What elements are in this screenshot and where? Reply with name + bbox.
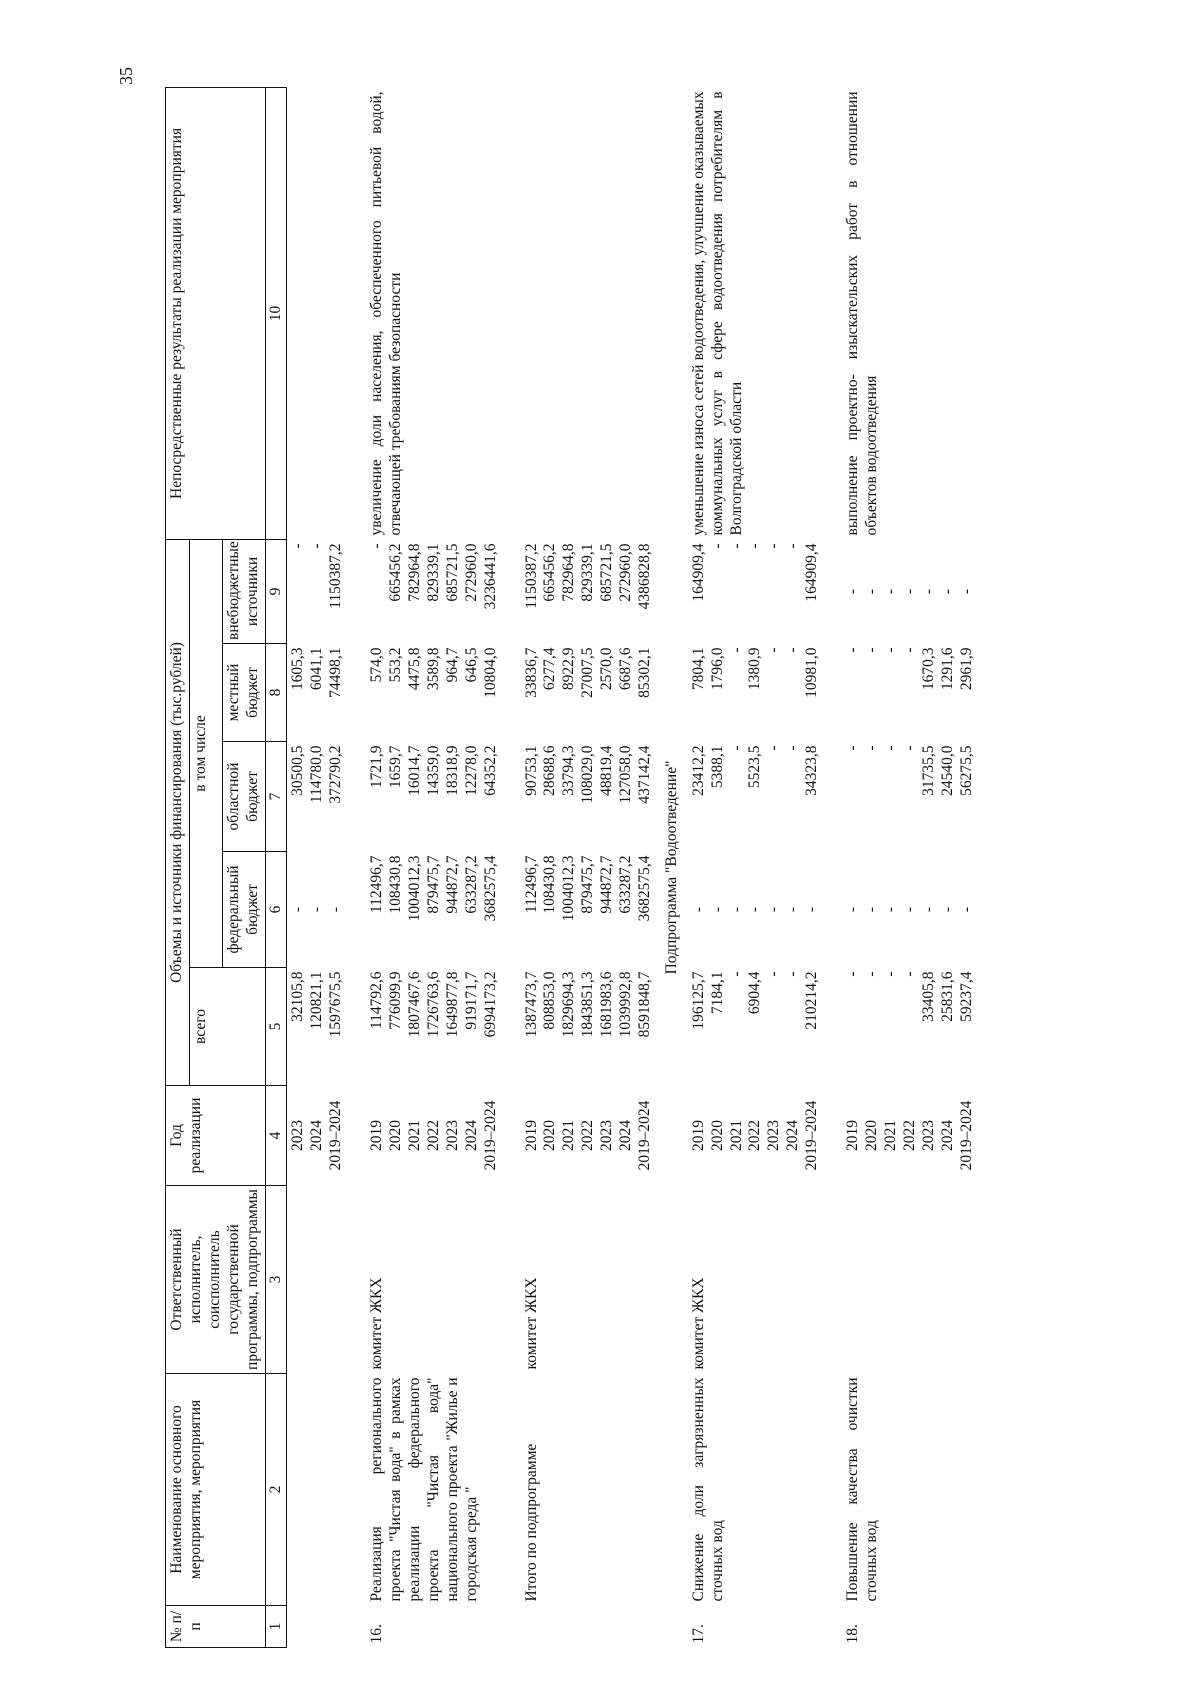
header-year: Год реализации <box>166 1086 266 1186</box>
colnum: 8 <box>265 644 287 742</box>
cell-responsible: комитет ЖКХ <box>368 1277 386 1370</box>
colnum: 1 <box>265 1606 287 1648</box>
cell-extrabudget: - - - - - - - <box>844 588 975 595</box>
header-including: в том числе <box>189 539 222 967</box>
colnum: 10 <box>265 87 287 539</box>
table-row-17 <box>688 87 824 1647</box>
colnum: 9 <box>265 539 287 643</box>
cell-regional: 90753,1 28688,6 33794,3 108029,0 48819,4 127058,0 437142,4 <box>522 745 653 804</box>
cell-total: 32105,8 120821,1 1597675,5 <box>289 971 345 1038</box>
cell-responsible: комитет ЖКХ <box>689 1277 707 1370</box>
cell-total: 1387473,7 808853,0 1829694,3 1843851,3 1681983,6 1039992,8 8591848,7 <box>522 971 653 1038</box>
cell-federal: - - - - - - - <box>844 906 975 913</box>
header-federal: федеральный бюджет <box>222 852 265 968</box>
cell-num: 17. <box>689 1624 707 1644</box>
cell-local: 7804,1 1796,0 - 1380,9 - - 10981,0 <box>689 647 821 698</box>
cell-years: 2019 2020 2021 2022 2023 2024 2019–2024 <box>844 1100 975 1171</box>
colnum: 6 <box>265 852 287 968</box>
cell-federal: 112496,7 108430,8 1004012,3 879475,7 944872,7 633287,2 3682575,4 <box>368 855 499 922</box>
cell-responsible: комитет ЖКХ <box>522 1277 540 1370</box>
cell-years: 2019 2020 2021 2022 2023 2024 2019–2024 <box>368 1100 499 1171</box>
header-financing: Объемы и источники финансирования (тыс.рублей) <box>166 539 190 1085</box>
cell-result: выполнение проектно- изыскательских работ в отношении объектов водоотведения <box>844 91 880 536</box>
header-total: всего <box>189 968 265 1086</box>
cell-years: 2019 2020 2021 2022 2023 2024 2019–2024 <box>522 1100 653 1171</box>
table-header <box>166 87 287 1647</box>
cell-local: 33836,7 6277,4 8922,9 27007,5 2570,0 6687,6 85302,1 <box>522 647 653 698</box>
cell-total: - - - - 33405,8 25831,6 59237,4 <box>844 971 975 1022</box>
cell-regional: 1721,9 1659,7 16014,7 14359,0 18318,9 12278,0 64352,2 <box>368 745 499 796</box>
colnum: 4 <box>265 1086 287 1186</box>
header-results: Непосредственные результаты реализации мероприятия <box>166 87 266 539</box>
table-row-continuation <box>287 87 348 1647</box>
cell-result: увеличение доли населения, обеспеченного питьевой водой, отвечающей требованиям безопасности <box>368 91 405 536</box>
rotated-table-sheet <box>165 88 1055 1648</box>
header-regional: областной бюджет <box>222 742 265 852</box>
header-local: местный бюджет <box>222 644 265 742</box>
cell-name: Итого по подпрограмме <box>522 1443 540 1602</box>
cell-total: 114792,6 776099,9 1807467,6 1726763,6 1649877,8 919171,7 6994173,2 <box>368 971 499 1038</box>
cell-years: 2023 2024 2019–2024 <box>289 1100 345 1171</box>
cell-num: 16. <box>368 1624 386 1644</box>
cell-regional: 30500,5 114780,0 372790,2 <box>289 745 345 804</box>
colnum: 5 <box>265 968 287 1086</box>
column-numbers-row <box>265 87 287 1647</box>
page-number: 35 <box>116 67 136 85</box>
header-num: № п/п <box>166 1606 266 1648</box>
cell-local: - - - - 1670,3 1291,6 2961,9 <box>844 647 975 691</box>
cell-name: Реализация регионального проекта "Чистая вода" в рамках реализации федерального проекта "Чистая вода" национального проекта "Жилье и городская среда " <box>368 1377 480 1602</box>
header-extrabudget: внебюджетные источники <box>222 539 265 643</box>
cell-extrabudget: - - 1150387,2 <box>289 543 345 609</box>
cell-num: 18. <box>844 1624 862 1644</box>
header-name: Наименование основного мероприятия, мероприятия <box>166 1374 266 1606</box>
cell-local: 1605,3 6041,1 74498,1 <box>289 647 345 698</box>
cell-result: уменьшение износа сетей водоотведения, улучшение оказываемых коммунальных услуг в сфере водоотведения потребителям в Волгоградской области <box>689 91 745 536</box>
cell-name: Снижение доли загрязненных сточных вод <box>689 1377 726 1602</box>
table-row-18 <box>842 87 978 1647</box>
colnum: 7 <box>265 742 287 852</box>
colnum: 2 <box>265 1374 287 1606</box>
cell-federal: - - - <box>289 906 345 913</box>
cell-regional: 23412,2 5388,1 - 5523,5 - - 34323,8 <box>689 745 821 796</box>
cell-name: Повышение качества очистки сточных вод <box>844 1377 880 1602</box>
subprogram-row <box>657 87 688 1647</box>
cell-federal: 112496,7 108430,8 1004012,3 879475,7 944872,7 633287,2 3682575,4 <box>522 855 653 922</box>
cell-federal: - - - - - - - <box>689 906 821 913</box>
cell-extrabudget: 164909,4 - - - - - 164909,4 <box>689 543 821 602</box>
cell-total: 196125,7 7184,1 - 6904,4 - - 210214,2 <box>689 971 821 1030</box>
cell-local: 574,0 553,2 4475,8 3589,8 964,7 646,5 10804,0 <box>368 647 499 698</box>
header-responsible: Ответственный исполнитель, соисполнитель государственной программы, подпрограммы <box>166 1186 266 1374</box>
cell-regional: - - - - 31735,5 24540,0 56275,5 <box>844 745 975 796</box>
table-row-16 <box>366 87 502 1647</box>
table-row-itogo <box>521 87 657 1647</box>
cell-extrabudget: - 665456,2 782964,8 829339,1 685721,5 272960,0 3236441,6 <box>368 543 499 610</box>
colnum: 3 <box>265 1186 287 1374</box>
cell-years: 2019 2020 2021 2022 2023 2024 2019–2024 <box>689 1100 821 1171</box>
financing-table <box>165 87 978 1648</box>
cell-extrabudget: 1150387,2 665456,2 782964,8 829339,1 685721,5 272960,0 4386828,8 <box>522 543 653 610</box>
subprogram-title: Подпрограмма "Водоотведение" <box>662 760 680 975</box>
